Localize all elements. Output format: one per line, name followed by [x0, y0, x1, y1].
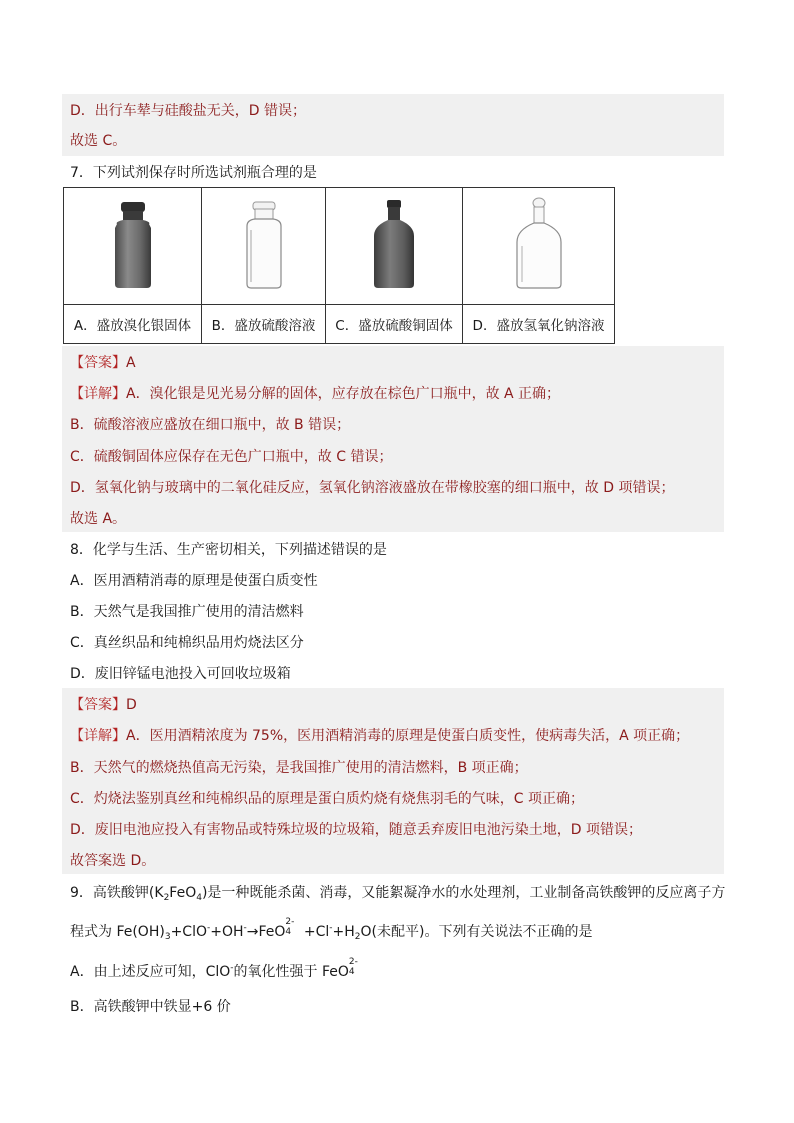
answer-line — [70, 353, 136, 373]
question-8-stem: 8．化学与生活、生产密切相关，下列描述错误的是 — [70, 542, 387, 558]
detail-text: A．溴化银是见光易分解的固体，应存放在棕色广口瓶中，故 A 正确； — [126, 386, 561, 402]
detail-line: 故选 A。 — [70, 511, 127, 527]
subscript: 4 — [196, 893, 202, 903]
detail-line: B．天然气的燃烧热值高无污染，是我国推广使用的清洁燃料，B 项正确； — [70, 760, 528, 776]
option-c-label: C．盛放硫酸铜固体 — [326, 305, 463, 344]
detail-line: C．灼烧法鉴别真丝和纯棉织品的原理是蛋白质灼烧有烧焦羽毛的气味，C 项正确； — [70, 791, 584, 807]
detail-tag: 【详解】 — [70, 386, 126, 402]
equation-text: O(未配平)。下列有关说法不正确的是 — [360, 924, 593, 940]
option-line — [70, 958, 363, 978]
clear-narrow-mouth-bottle-icon — [505, 196, 573, 292]
detail-text: A．医用酒精浓度为 75%，医用酒精消毒的原理是使蛋白质变性，使病毒失活，A 项正确； — [126, 728, 690, 744]
option-line: B．天然气是我国推广使用的清洁燃料 — [70, 604, 304, 620]
subscript: 3 — [164, 932, 171, 942]
stem-text: FeO — [169, 885, 197, 901]
option-line: A．医用酒精消毒的原理是使蛋白质变性 — [70, 573, 318, 589]
option-b-label: B．盛放硫酸溶液 — [202, 305, 326, 344]
answer-block-q8 — [62, 688, 724, 874]
option-text: 的氧化性强于 FeO — [233, 964, 349, 980]
answer-value: D — [126, 697, 137, 713]
question-7-stem: 7．下列试剂保存时所选试剂瓶合理的是 — [70, 165, 317, 181]
question-9-stem — [70, 883, 725, 903]
superscript: - — [206, 923, 211, 933]
superscript: - — [329, 923, 333, 933]
equation-text: +Cl — [299, 924, 330, 940]
answer-line: 故选 C。 — [70, 133, 127, 149]
equation-text: →FeO — [246, 924, 286, 940]
option-c-image-cell — [326, 188, 463, 305]
clear-wide-mouth-bottle-icon — [233, 196, 295, 292]
detail-line: B．硫酸溶液应盛放在细口瓶中，故 B 错误； — [70, 417, 351, 433]
option-d-label: D．盛放氢氧化钠溶液 — [463, 305, 615, 344]
gray-narrow-mouth-bottle-icon — [362, 196, 426, 292]
answer-value: A — [126, 355, 136, 371]
answer-line — [70, 695, 137, 715]
detail-line — [70, 384, 560, 404]
superscript: - — [230, 963, 234, 973]
answer-line: D．出行车辇与硅酸盐无关，D 错误； — [70, 103, 307, 119]
detail-line: D．氢氧化钠与玻璃中的二氧化硅反应，氢氧化钠溶液盛放在带橡胶塞的细口瓶中，故 D 项错误； — [70, 480, 675, 496]
option-line: D．废旧锌锰电池投入可回收垃圾箱 — [70, 666, 291, 682]
answer-tag: 【答案】 — [70, 697, 126, 713]
stem-text: )是一种既能杀菌、消毒，又能絮凝净水的水处理剂，工业制备高铁酸钾的反应离子方 — [201, 885, 726, 901]
detail-line: 故答案选 D。 — [70, 853, 156, 869]
option-b-image-cell — [202, 188, 326, 305]
stem-text: 9．高铁酸钾(K — [70, 885, 164, 901]
subscript: 4 — [285, 927, 292, 937]
subscript: 2 — [163, 893, 170, 903]
detail-line — [70, 726, 689, 746]
brown-wide-mouth-bottle-icon — [103, 196, 163, 292]
answer-block-q7 — [62, 346, 724, 532]
subscript: 4 — [348, 967, 355, 977]
option-a-label: A．盛放溴化银固体 — [64, 305, 202, 344]
equation-text: +H — [332, 924, 355, 940]
reagent-bottle-table — [63, 187, 615, 344]
subscript: 2 — [354, 932, 361, 942]
superscript: - — [243, 923, 247, 933]
detail-line: D．废旧电池应投入有害物品或特殊垃圾的垃圾箱，随意丢弃废旧电池污染土地，D 项错误； — [70, 822, 643, 838]
equation-text: +OH — [210, 924, 244, 940]
question-9-equation — [70, 917, 593, 942]
equation-text: +ClO — [170, 924, 207, 940]
option-d-image-cell — [463, 188, 615, 305]
superscript: 2- — [285, 917, 295, 927]
detail-line: C．硫酸铜固体应保存在无色广口瓶中，故 C 错误； — [70, 449, 393, 465]
option-line: C．真丝织品和纯棉织品用灼烧法区分 — [70, 635, 304, 651]
option-line: B．高铁酸钾中铁显+6 价 — [70, 999, 231, 1015]
answer-tag: 【答案】 — [70, 355, 126, 371]
option-a-image-cell — [64, 188, 202, 305]
superscript: 2- — [348, 957, 358, 967]
option-text: A．由上述反应可知，ClO — [70, 964, 231, 980]
equation-text: 程式为 Fe(OH) — [70, 924, 165, 940]
detail-tag: 【详解】 — [70, 728, 126, 744]
